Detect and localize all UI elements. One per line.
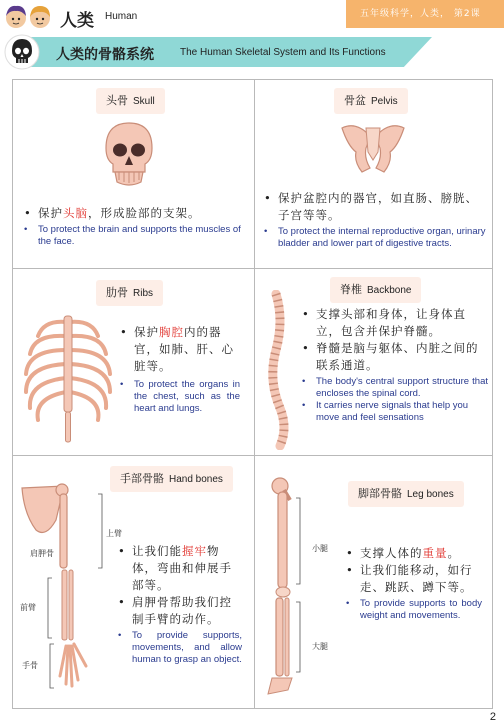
skull-icon [4, 33, 40, 71]
skull-illustration [102, 120, 156, 190]
course-tag: 五年级科学，人类， 第2课 [346, 0, 504, 28]
page-title: 人类 [60, 11, 94, 31]
list-item: • To protect the organs in the chest, such as the heart and lungs. [120, 379, 240, 414]
lower-leg-label: 小腿 [312, 544, 328, 553]
page-number: 2 [489, 711, 496, 723]
list-item: • 肩胛骨帮助我们控制手臂的动作。 [118, 595, 232, 626]
thigh-label: 大腿 [312, 642, 328, 651]
banner-title: 人类的骨骼系统 [56, 47, 154, 63]
pelvis-illustration [340, 122, 406, 174]
backbone-label: 脊椎 Backbone [330, 277, 421, 303]
scapula-label: 肩胛骨 [30, 549, 54, 558]
pelvis-description [264, 190, 488, 250]
list-item: • It carries nerve signals that help you move and feel sensations [302, 400, 469, 423]
list-item: • 保护盆腔内的器官，如直肠、膀胱、子宫等等。 [264, 191, 478, 222]
grid-divider-row-2 [12, 455, 493, 456]
leg-bones-description [346, 545, 482, 622]
hand-bones-label: 手部骨骼 Hand bones [110, 466, 233, 492]
grid-divider-row-1 [12, 268, 493, 269]
list-item: • 保护头脑，形成脸部的支架。 [24, 206, 201, 220]
list-item: • The body's central support structure that encloses the spinal cord. [302, 376, 488, 399]
list-item: • 脊髓是脑与躯体、内脏之间的联系通道。 [302, 341, 479, 372]
list-item: • To provide supports to body weight and movements. [346, 598, 482, 621]
ribs-description [120, 324, 240, 415]
hand-bones-description [118, 543, 242, 666]
backbone-illustration [262, 290, 298, 450]
upper-arm-label: 上臂 [106, 529, 122, 538]
leg-bones-label: 脚部骨骼 Leg bones [348, 481, 464, 507]
list-item: • 让我们能移动，如行走、跳跃、蹲下等。 [346, 563, 473, 594]
banner-title-english: The Human Skeletal System and Its Functions [180, 47, 386, 58]
list-item: • 支撑人体的重量。 [346, 546, 460, 560]
list-item: • To provide supports, movements, and allow human to grasp an object. [118, 630, 242, 665]
ribs-illustration [20, 312, 116, 446]
forearm-label: 前臂 [20, 603, 36, 612]
grid-divider-vertical [254, 79, 255, 709]
pelvis-label: 骨盆 Pelvis [334, 88, 408, 114]
list-item: • 支撑头部和身体，让身体直立，包含并保护脊髓。 [302, 307, 466, 338]
backbone-description [302, 306, 488, 424]
page-title-english: Human [105, 11, 138, 22]
kids-mascot-icon [4, 3, 54, 31]
hand-bone-label: 手骨 [22, 661, 38, 670]
list-item: • To protect the brain and supports the muscles of the face. [24, 224, 241, 247]
ribs-label: 肋骨 Ribs [96, 280, 163, 306]
list-item: • 保护胸腔内的器官，如肺、肝、心脏等。 [120, 325, 234, 373]
skull-description [24, 205, 250, 248]
skull-label: 头骨 Skull [96, 88, 165, 114]
top-bar [0, 0, 504, 34]
list-item: • 让我们能握牢物体，弯曲和伸展手部等。 [118, 544, 232, 592]
list-item: • To protect the internal reproductive organ, urinary bladder and lower part of digestive tracts. [264, 226, 486, 249]
leg-bones-illustration [262, 472, 312, 700]
